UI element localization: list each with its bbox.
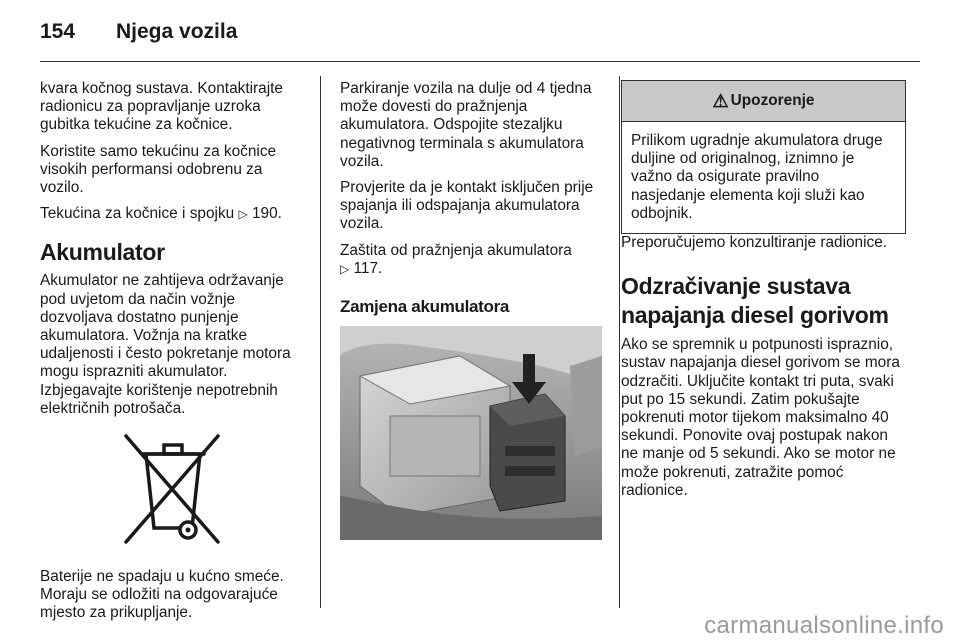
warning-title: Upozorenje <box>730 91 815 109</box>
warning-title-bar <box>622 81 905 122</box>
paragraph-battery-disposal: Baterije ne spadaju u kućno smeće. Moraju se odložiti na odgovarajuće mjesto za prikupljanje. <box>40 568 284 622</box>
ref-arrow-icon: ▷ <box>238 207 248 222</box>
warning-box <box>621 80 906 234</box>
crossed-bin-icon-wrap <box>40 430 305 554</box>
warning-triangle-icon: ⚠ <box>712 90 729 111</box>
paragraph-brake-fluid-ref <box>40 205 305 223</box>
column-1 <box>40 80 305 631</box>
page-number: 154 <box>40 20 76 43</box>
warning-body <box>622 122 905 233</box>
battery-photo <box>340 326 602 540</box>
engine-bay-image <box>340 326 602 540</box>
heading-zamjena: Zamjena akumulatora <box>340 297 510 317</box>
paragraph-discharge-protection <box>340 242 602 278</box>
column-3 <box>621 80 906 508</box>
paragraph-diesel-bleeding: Ako se spremnik u potpunosti ispraznio, sustav napajanja diesel gorivom se mora odzračiti. Uključite kontakt tri puta, svaki put po 15 sekundi. Zatim pokušajte pokrenuti motor tijekom maksimalno 40 sekundi. Ponovite ovaj postupak nakon ne manje od 5 sekundi. Ako se motor ne može pokrenuti, zatražite pomoć radionice. <box>621 336 900 499</box>
paragraph-ignition: Provjerite da je kontakt isključen prije spajanja ili odspajanja akumulatora vozila. <box>340 179 594 233</box>
column-divider-1 <box>320 76 321 608</box>
page-header <box>40 20 237 44</box>
page-title: Njega vozila <box>116 20 238 43</box>
paragraph-parking: Parkiranje vozila na dulje od 4 tjedna može dovesti do pražnjenja akumulatora. Odspojite stezaljku negativnog terminala s akumulatora vozila. <box>340 80 592 170</box>
heading-odzracivanje: Odzračivanje sustava napajanja diesel gorivom <box>621 273 889 329</box>
column-divider-2 <box>619 76 620 608</box>
paragraph-battery-maintenance: Akumulator ne zahtijeva održavanje pod uvjetom da način vožnje dozvoljava dostatno punjenje akumulatora. Vožnja na kratke udaljenosti i često pokretanje motora mogu isprazniti akumulator. Izbjegavajte korištenje nepotrebnih električnih potrošača. <box>40 272 291 417</box>
header-divider <box>40 61 920 62</box>
ref-page-link[interactable]: 190. <box>252 205 282 223</box>
watermark: carmanualsonline.info <box>704 612 944 639</box>
ref-arrow-icon: ▷ <box>340 261 350 276</box>
ref-page-link[interactable]: 117. <box>353 259 383 277</box>
paragraph-brake-fault: kvara kočnog sustava. Kontaktirajte radionicu za popravljanje uzroka gubitka tekućine za kočnice. <box>40 80 283 134</box>
warning-text: Prilikom ugradnje akumulatora druge duljine od originalnog, iznimno je važno da osigurate pravilno nasjedanje elementa koji služi kao odbojnik. <box>631 132 883 222</box>
ref-text: Zaštita od pražnjenja akumulatora <box>340 241 572 259</box>
column-2 <box>340 80 602 540</box>
heading-akumulator: Akumulator <box>40 239 165 266</box>
ref-text: Tekućina za kočnice i spojku <box>40 205 235 223</box>
crossed-out-wheelie-bin-icon <box>118 430 228 554</box>
paragraph-recommend-workshop: Preporučujemo konzultiranje radionice. <box>621 234 888 252</box>
paragraph-brake-fluid: Koristite samo tekućinu za kočnice visokih performansi odobrenu za vozilo. <box>40 142 277 197</box>
